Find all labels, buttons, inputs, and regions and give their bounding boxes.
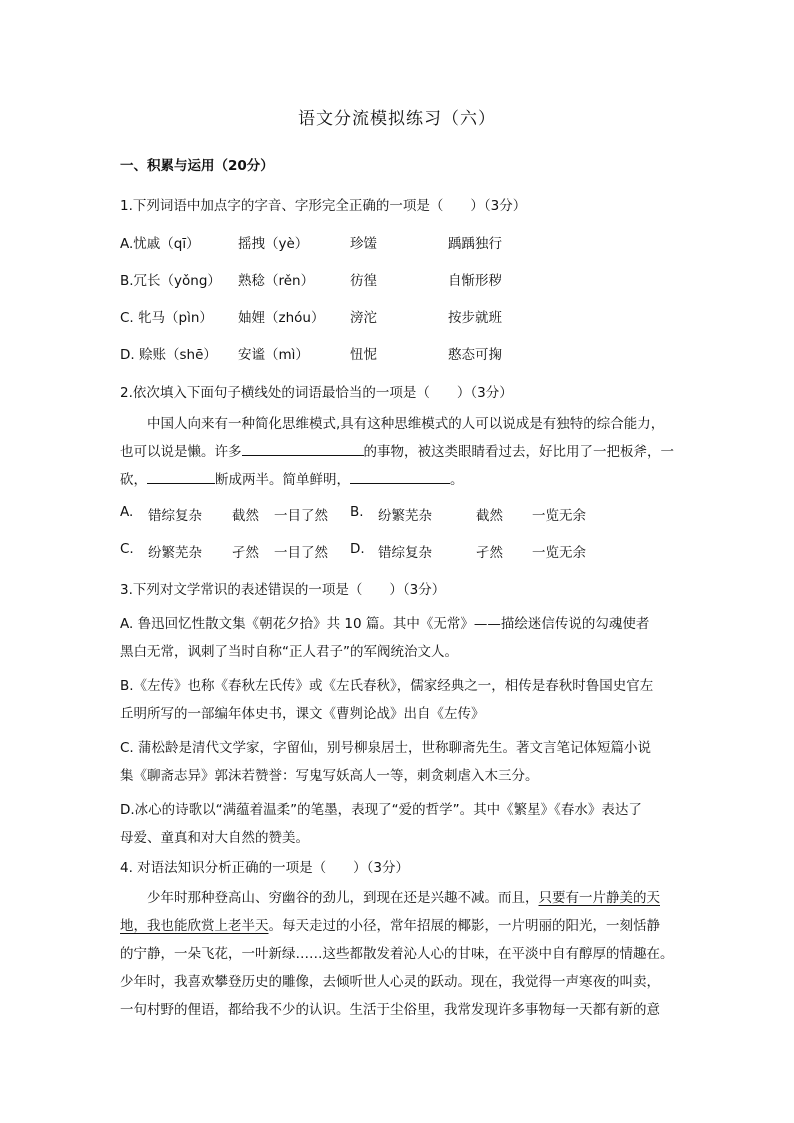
underlined-sentence: 地，我也能欣赏上老半天 [120,918,269,934]
option-word: 截然 [476,508,503,524]
option-line: B.《左传》也称《春秋左氏传》或《左氏春秋》，儒家经典之一，相传是春秋时鲁国史官左 [120,678,654,694]
option-word: D. 赊账（shē） [120,347,217,363]
passage-line: 中国人向来有一种简化思维模式,具有这种思维模式的人可以说成是有独特的综合能力， [147,416,665,432]
option-line: 集《聊斋志异》郭沫若赞誉：写鬼写妖高人一等，刺贪刺虐入木三分。 [120,768,539,784]
question-3-option-b [120,672,676,728]
question-2-passage [120,410,676,494]
option-word: 纷繁芜杂 [378,508,432,524]
question-3-stem: 3.下列对文学常识的表述错误的一项是（ ）（3分） [120,582,446,598]
passage-line: 少年时，我喜欢攀登历史的雕像，去倾听世人心灵的跃动。现在，我觉得一声寒夜的叫卖， [120,974,660,990]
option-word: 摇拽（yè） [238,236,309,252]
question-4-passage [120,884,676,1024]
section-heading: 一、积累与运用（20分） [120,158,274,174]
question-3-option-d [120,796,676,852]
option-word: 孑然 [232,545,259,561]
option-letter: A. [120,504,134,520]
option-word: 错综复杂 [378,545,432,561]
option-word: 憨态可掬 [448,347,502,363]
option-line: 丘明所写的一部编年体史书，课文《曹刿论战》出自《左传》 [120,706,485,722]
option-line: 黑白无常，讽刺了当时自称“正人君子”的军阀统治文人。 [120,644,458,660]
option-word: 踽踽独行 [448,236,502,252]
option-letter: D. [350,541,365,557]
option-line: A. 鲁迅回忆性散文集《朝花夕拾》共 10 篇。其中《无常》——描绘迷信传说的勾魂使者 [120,616,650,632]
option-word: 自惭形秽 [448,273,502,289]
option-word: 一览无余 [532,508,586,524]
option-letter: C. [120,541,134,557]
option-word: 纷繁芜杂 [148,545,202,561]
option-word: 忸怩 [350,347,377,363]
option-word: 彷徨 [350,273,377,289]
option-letter: B. [350,504,364,520]
passage-line: 一句村野的俚语，都给我不少的认识。生活于尘俗里，我常发现许多事物每一天都有新的意 [120,1002,660,1018]
passage-line: 的宁静，一朵飞花，一叶新绿……这些都散发着沁人心的甘味，在平淡中自有醇厚的情趣在。 [120,946,674,962]
option-word: A.忧戚（qī） [120,236,200,252]
option-line: 母爱、童真和对大自然的赞美。 [120,830,309,846]
passage-line: 砍， 断成两半。简单鲜明， 。 [120,466,676,494]
question-2-stem: 2.依次填入下面句子横线处的词语最恰当的一项是（ ）（3分） [120,385,513,401]
option-word: 一目了然 [274,545,328,561]
option-word: 截然 [232,508,259,524]
passage-line: 少年时那种登高山、穷幽谷的劲儿，到现在还是兴趣不减。而且，只要有一片静美的天 [147,890,660,906]
option-word: 错综复杂 [148,508,202,524]
option-line: C. 蒲松龄是清代文学家，字留仙，别号柳泉居士，世称聊斋先生。著文言笔记体短篇小说 [120,740,652,756]
answer-blank-2 [147,469,215,484]
option-word: 孑然 [476,545,503,561]
question-4-stem: 4. 对语法知识分析正确的一项是（ ）（3分） [120,860,410,876]
answer-blank-1 [242,441,364,456]
passage-line: 地，我也能欣赏上老半天。每天走过的小径，常年招展的椰影，一片明丽的阳光，一刻恬静 [120,918,660,934]
question-1-stem: 1.下列词语中加点字的字音、字形完全正确的一项是（ ）（3分） [120,198,527,214]
option-word: 一览无余 [532,545,586,561]
option-word: 一目了然 [274,508,328,524]
option-word: C. 牝马（pìn） [120,310,213,326]
option-line: D.冰心的诗歌以“满蕴着温柔”的笔墨，表现了“爱的哲学”。其中《繁星》《春水》表达了 [120,802,642,818]
option-word: 安谧（mì） [238,347,309,363]
option-word: 妯娌（zhóu） [238,310,325,326]
passage-line: 也可以说是懒。许多 的事物，被这类眼睛看过去，好比用了一把板斧，一 [120,438,676,466]
page-title: 语文分流模拟练习（六） [298,109,496,129]
answer-blank-3 [350,469,450,484]
option-word: B.冗长（yǒng） [120,273,221,289]
option-word: 熟稔（rěn） [238,273,315,289]
question-3-option-c [120,734,676,790]
question-3-option-a [120,610,676,666]
underlined-sentence: 只要有一片静美的天 [538,890,660,906]
option-word: 珍馐 [350,236,377,252]
option-word: 滂沱 [350,310,377,326]
option-word: 按步就班 [448,310,502,326]
